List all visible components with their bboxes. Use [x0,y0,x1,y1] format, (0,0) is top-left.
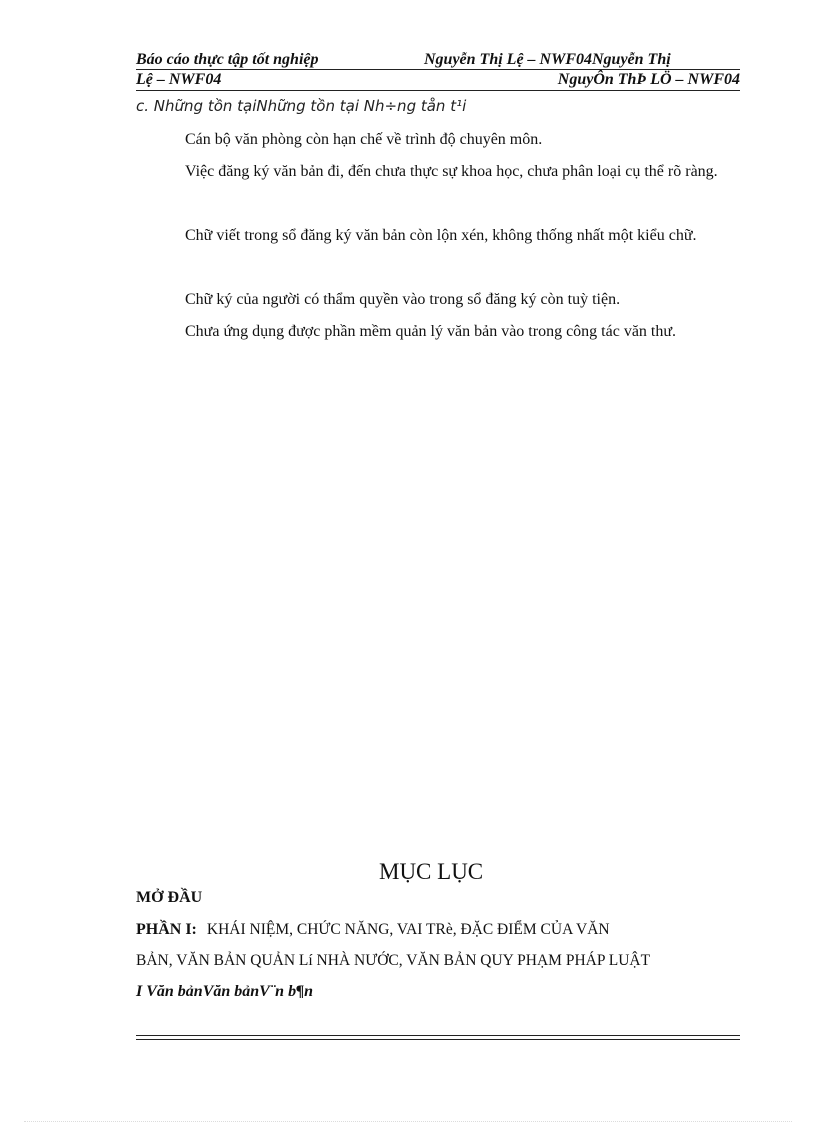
paragraph-2: Việc đăng ký văn bản đi, đến chưa thực sự khoa học, chưa phân loại cụ thể rõ ràng. [185,163,718,180]
header-rule-bottom [136,90,740,91]
paragraph-1: Cán bộ văn phòng còn hạn chế về trình độ chuyên môn. [185,131,543,148]
toc-part1-text-line1: KHÁI NIỆM, CHỨC NĂNG, VAI TRè, ĐẶC ĐIỂM CỦA VĂN [206,921,610,938]
header-left-line1: Báo cáo thực tập tốt nghiệp [136,51,319,68]
toc-part1-text-line2: BẢN, VĂN BẢN QUẢN Lí NHÀ NƯỚC, VĂN BẢN QUY PHẠM PHÁP LUẬT [136,952,651,969]
footer-rule-2 [136,1039,740,1040]
header-right-line1: Nguyễn Thị Lệ – NWF04Nguyễn Thị [424,51,671,68]
toc-part1-label: PHẦN I: [136,921,197,938]
toc-title: MỤC LỤC [379,859,484,884]
toc-intro: MỞ ĐẦU [136,889,203,906]
paragraph-4: Chữ ký của người có thẩm quyền vào trong sổ đăng ký còn tuỳ tiện. [185,291,621,308]
header-right-line2: NguyÔn ThÞ LÖ – NWF04 [557,71,740,88]
page-edge-dotted [24,1121,792,1122]
toc-item-1: I Văn bảnVăn bảnV¨n b¶n [136,983,313,1000]
paragraph-3: Chữ viết trong sổ đăng ký văn bản còn lộn xén, không thống nhất một kiểu chữ. [185,227,697,244]
paragraph-5: Chưa ứng dụng được phần mềm quản lý văn bản vào trong công tác văn thư. [185,323,677,340]
footer-rule-1 [136,1035,740,1036]
header-rule-top [136,69,740,70]
toc-part1 [136,921,610,939]
section-heading: c. Những tồn tạiNhững tồn tại Nh÷ng tån t¹i [136,97,467,115]
header-left-line2: Lệ – NWF04 [136,71,222,88]
